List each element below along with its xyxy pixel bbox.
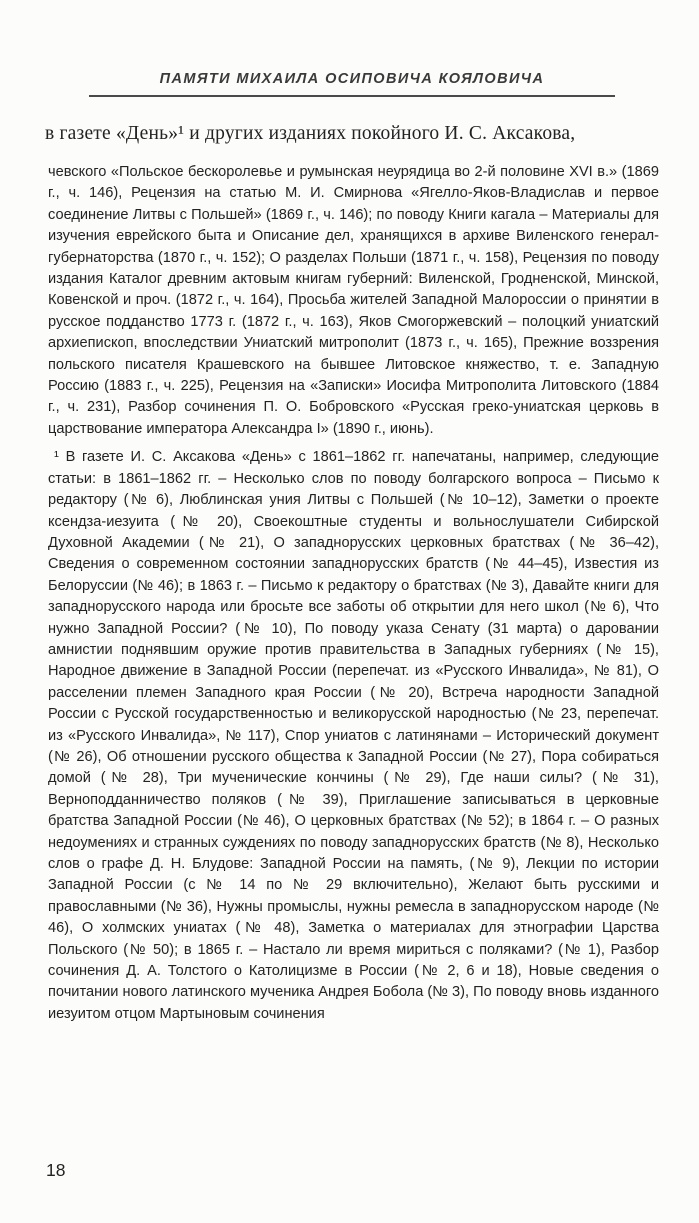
footnote-1: ¹ В газете И. С. Аксакова «День» с 1861–1862 гг. напечатаны, например, следующие статьи: в 1861–1862 гг. – Несколько слов по поводу болгарского вопроса – Письмо к редактору (№ 6), Люблинская уния Литвы с Польшей (№ 10–12), Заметки о проекте ксендза-иезуита (№ 20), Своекоштные студенты и вольнослушатели Сибирской Духовной Академии (№ 21), О западнорусских церковных братствах (№ 36–42), Сведения о современном состоянии западнорусских братств (№ 44–45), Известия из Белоруссии (№ 46); в 1863 г. – Письмо к редактору о братствах (№ 3), Давайте книги для западнорусского народа или бросьте все заботы об открытии для него школ (№ 6), Что нужно Западной России? (№ 10), По поводу указа Сенату (31 марта) о даровании амнистии поднявшим оружие против правительства в Западных губерниях (№ 15), Народное движение в Западной России (перепечат. из «Русского Инвалида», № 81), О расселении племен Западного края России (№ 20), Встреча народности Западной России с Русской государственностью и великорусской народностью (№ 23, перепечат. из «Русского Инвалида», № 117), Спор униатов с латинянами – Исторический документ (№ 26), Об отношении русского общества к Западной России (№ 27), Пора собираться домой (№ 28), Три мученические кончины (№ 29), Где наши силы? (№ 31), Верноподданничество поляков (№ 39), Приглашение записываться в церковные братства Западной России (№ 46), О церковных братствах (№ 52); в 1864 г. – О разных недоумениях и странных суждениях по поводу западнорусских братств (№ 8), Несколько слов о графе Д. Н. Блудове: Западной России на память, (№ 9), Лекции по истории Западной России (с № 14 по № 29 включительно), Желают быть русскими и православными (№ 36), Нужны промыслы, нужны ремесла в западнорусском народе (№ 46), О холмских униатах (№ 48), Заметка о материалах для этнографии Царства Польского (№ 50); в 1865 г. – Настало ли время мириться с поляками? (№ 1), Разбор сочинения Д. А. Толстого о Католицизме в России (№ 2, 6 и 18), Новые сведения о почитании нового латинского мученика Андрея Бобола (№ 3), По поводу вновь изданного иезуитом отцом Мартыновым сочинения <box>48 449 659 1022</box>
footnote-continuation: чевского «Польское бескоролевье и румынская неурядица во 2-й половине XVI в.» (1869 г., ч. 146), Рецензия на статью М. И. Смирнова «Ягелло-Яков-Владислав и первое соединение Литвы с Польшей» (1869 г., ч. 146); по поводу Книги кагала – Материалы для изучения еврейского быта и Описание дел, хранящихся в архиве Виленского генерал-губернаторства (1870 г., ч. 152); О разделах Польши (1871 г., ч. 158), Рецензия по поводу издания Каталог древним актовым книгам губерний: Виленской, Гродненской, Минской, Ковенской и проч. (1872 г., ч. 164), Просьба жителей Западной Малороссии о принятии в русское подданство 1773 г. (1872 г., ч. 163), Яков Смогоржевский – полоцкий униатский архиепископ, впоследствии Униатский митрополит (1873 г., ч. 165), Прежние воззрения польского писателя Крашевского на бывшее Литовское княжество, т. е. Западную Россию (1883 г., ч. 225), Рецензия на «Записки» Иосифа Митрополита Литовского (1884 г., ч. 231), Разбор сочинения П. О. Бобровского «Русская греко-униатская церковь в царствование императора Александра I» (1890 г., июнь). <box>48 164 659 437</box>
running-header <box>45 70 659 97</box>
body-text-line: в газете «День»¹ и других изданиях покойного И. С. Аксакова, <box>45 123 576 144</box>
header-rule <box>89 95 615 97</box>
running-header-title: ПАМЯТИ МИХАИЛА ОСИПОВИЧА КОЯЛОВИЧА <box>159 71 545 87</box>
page-number: 18 <box>46 1160 66 1180</box>
